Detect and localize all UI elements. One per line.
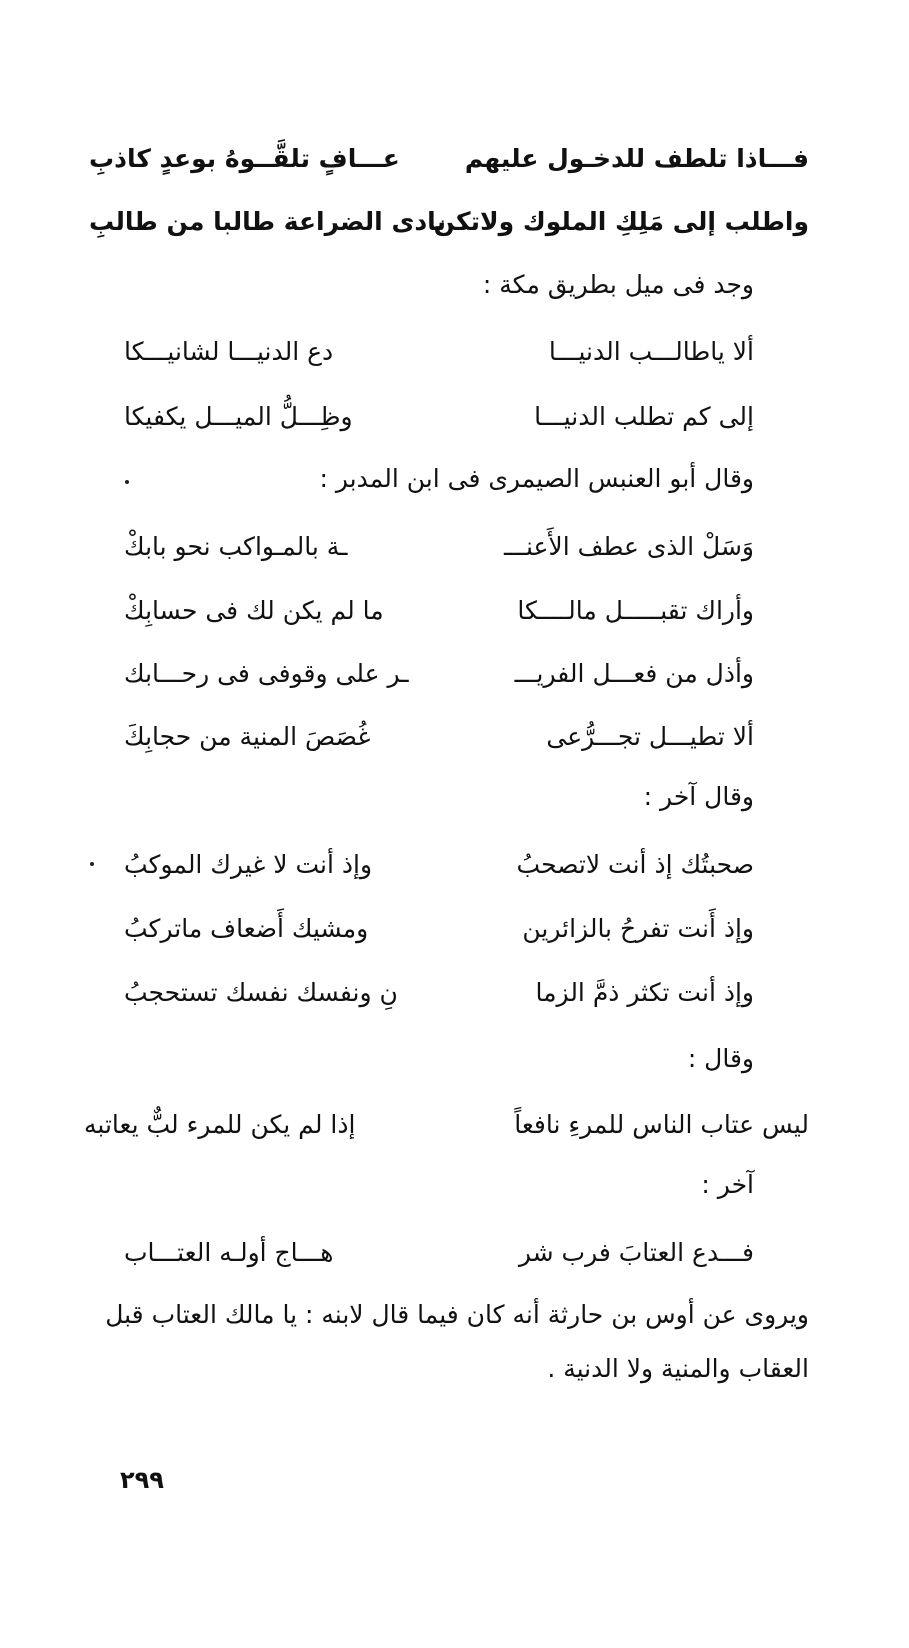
- verse-second-hemistich: غُصَصَ المنية من حجابِكَ: [124, 722, 371, 751]
- stray-mark: [125, 480, 129, 484]
- verse-first-hemistich: واطلب إلى مَلِكِ الملوك ولاتكن: [433, 207, 809, 236]
- verse-second-hemistich: وإذ أنت لا غيرك الموكبُ: [124, 850, 373, 879]
- section-heading: آخر :: [701, 1170, 754, 1199]
- verse-line: [89, 142, 809, 178]
- verse-first-hemistich: فـــاذا تلطف للدخـول عليهم: [464, 144, 809, 173]
- verse-second-hemistich: دع الدنيـــا لشانيـــكا: [124, 337, 334, 366]
- verse-first-hemistich: ألا ياطالـــب الدنيـــا: [548, 337, 754, 366]
- verse-line: [124, 848, 754, 884]
- verse-first-hemistich: وَسَلْ الذى عطف الأَعنـــ: [504, 532, 754, 561]
- verse-line: [124, 530, 754, 566]
- verse-second-hemistich: هـــاج أولـه العتـــاب: [124, 1238, 334, 1267]
- verse-second-hemistich: نِ ونفسك نفسك تستحجبُ: [124, 978, 398, 1007]
- prose-line: ويروى عن أوس بن حارثة أنه كان فيما قال لابنه : يا مالك العتاب قبل: [105, 1300, 809, 1329]
- page-number: ٢٩٩: [120, 1466, 164, 1494]
- stray-mark: [90, 862, 94, 866]
- verse-first-hemistich: فـــدع العتابَ فرب شر: [518, 1238, 754, 1267]
- verse-second-hemistich: عـــافٍ تلقَّــوهُ بوعدٍ كاذبِ: [89, 144, 400, 173]
- verse-line: [124, 912, 754, 948]
- verse-line: [89, 205, 809, 241]
- section-heading: وقال آخر :: [643, 782, 754, 811]
- verse-line: [84, 1108, 809, 1144]
- verse-first-hemistich: وإذ أَنت تفرحُ بالزائرين: [522, 914, 754, 943]
- verse-second-hemistich: إذا لم يكن للمرء لبٌّ يعاتبه: [84, 1110, 356, 1139]
- verse-line: [124, 720, 754, 756]
- verse-first-hemistich: وإذ أنت تكثر ذمَّ الزما: [535, 978, 754, 1007]
- verse-second-hemistich: ـر على وقوفى فى رحـــابك: [124, 659, 409, 688]
- verse-line: [124, 657, 754, 693]
- verse-first-hemistich: ليس عتاب الناس للمرءِ نافعاً: [514, 1110, 809, 1139]
- verse-second-hemistich: بادى الضراعة طالبا من طالبِ: [89, 207, 446, 236]
- verse-line: [124, 400, 754, 436]
- verse-first-hemistich: وأراك تقبـــــل مالــــكا: [517, 596, 754, 625]
- verse-second-hemistich: وظِـــلُّ الميـــل يكفيكا: [124, 402, 353, 431]
- verse-first-hemistich: ألا تطيـــل تجـــرُّعى: [546, 722, 754, 751]
- verse-second-hemistich: ومشيك أَضعاف ماتركبُ: [124, 914, 369, 943]
- verse-second-hemistich: ما لم يكن لك فى حسابِكْ: [124, 596, 384, 625]
- verse-line: [124, 976, 754, 1012]
- verse-line: [124, 335, 754, 371]
- verse-second-hemistich: ـة بالمـواكب نحو بابكْ: [124, 532, 348, 561]
- verse-first-hemistich: صحبتُك إذ أنت لاتصحبُ: [516, 850, 754, 879]
- prose-line: العقاب والمنية ولا الدنية .: [547, 1354, 809, 1383]
- verse-line: [124, 594, 754, 630]
- verse-first-hemistich: وأذل من فعـــل الفريـــ: [514, 659, 754, 688]
- section-heading: وجد فى ميل بطريق مكة :: [482, 270, 754, 299]
- section-heading: وقال :: [687, 1044, 754, 1073]
- verse-first-hemistich: إلى كم تطلب الدنيـــا: [534, 402, 754, 431]
- section-heading: وقال أبو العنبس الصيمرى فى ابن المدبر :: [319, 464, 754, 493]
- verse-line: [124, 1236, 754, 1272]
